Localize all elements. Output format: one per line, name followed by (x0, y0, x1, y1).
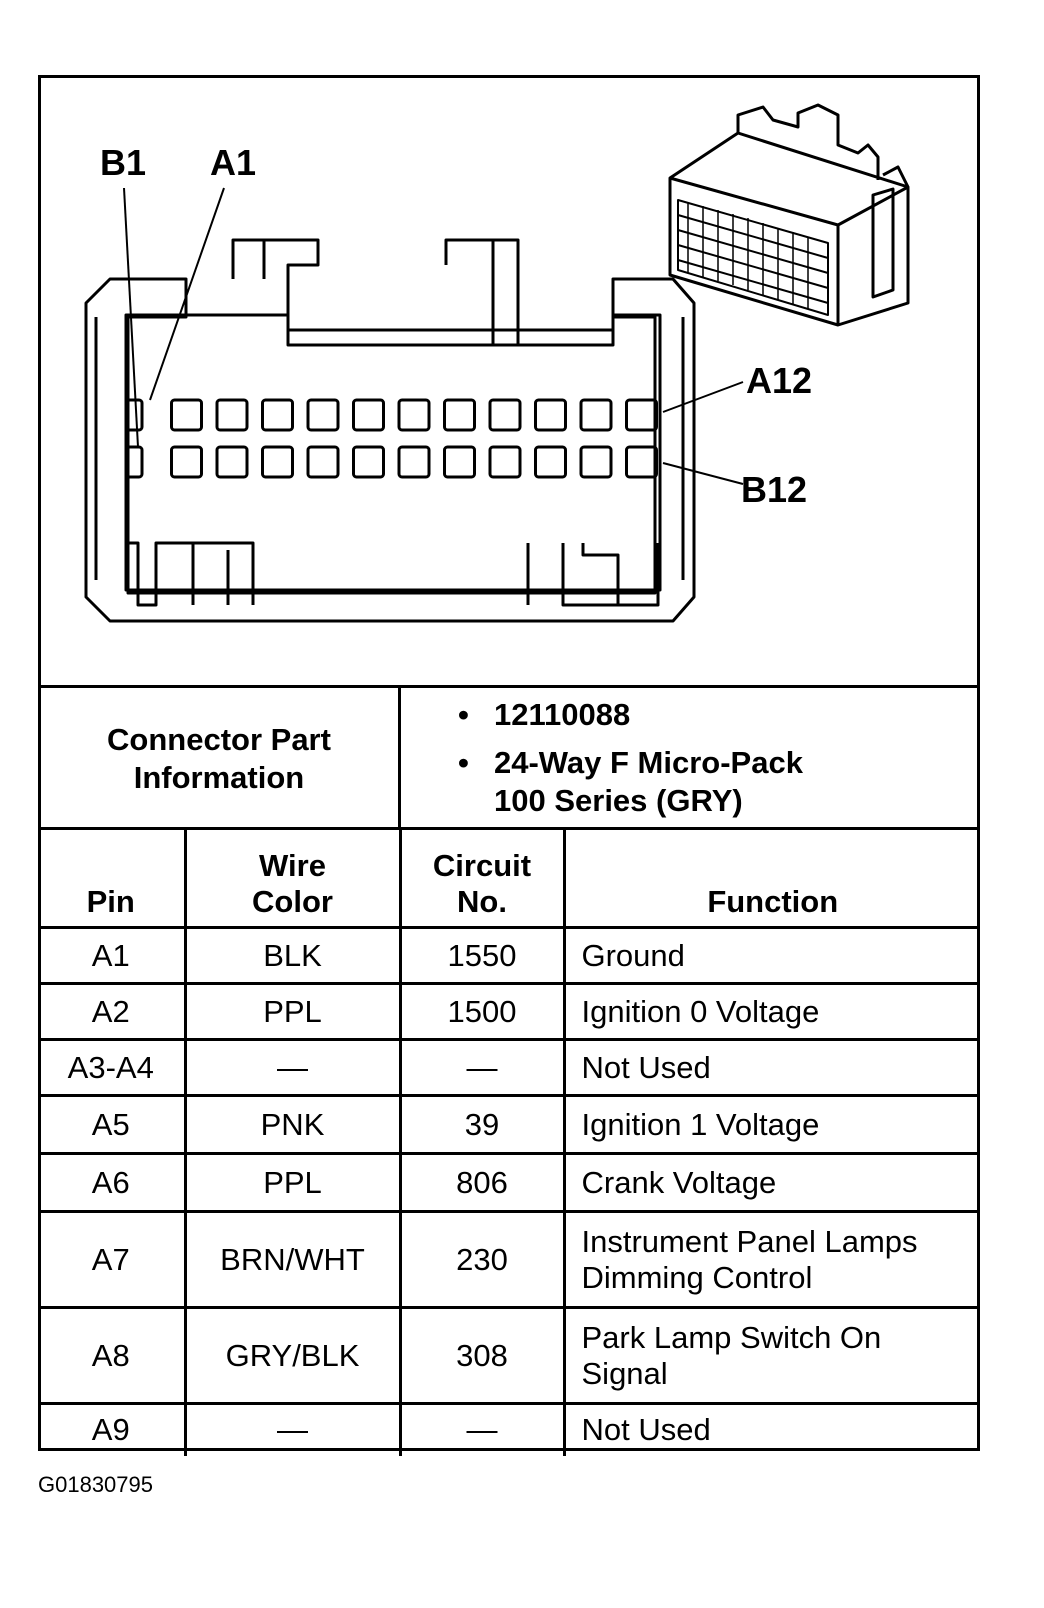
leader-b12 (663, 463, 743, 484)
pin-table (38, 827, 980, 1456)
cell-circuit: 806 (400, 1154, 564, 1212)
cell-wire: PNK (185, 1096, 400, 1154)
header-function: Function (564, 829, 980, 928)
label-a1: A1 (210, 142, 257, 183)
cavity-b7 (399, 447, 429, 477)
cell-wire: PPL (185, 1154, 400, 1212)
cell-function: Ignition 1 Voltage (564, 1096, 980, 1154)
cavity-a10 (536, 400, 566, 430)
cell-pin: A8 (38, 1308, 185, 1404)
cell-wire: PPL (185, 984, 400, 1040)
leader-a1 (150, 188, 224, 400)
header-pin: Pin (38, 829, 185, 928)
cavity-b12 (627, 447, 657, 477)
clip-right (528, 543, 658, 605)
cavity-a5 (308, 400, 338, 430)
cell-circuit: 39 (400, 1096, 564, 1154)
table-row (38, 1040, 980, 1096)
cavity-b4 (263, 447, 293, 477)
table-row (38, 1212, 980, 1308)
description-line1: • 24-Way F Micro-Pack (494, 745, 803, 780)
cavity-a4 (263, 400, 293, 430)
cell-function: Park Lamp Switch On Signal (564, 1308, 980, 1404)
cavity-b10 (536, 447, 566, 477)
cell-pin: A9 (38, 1404, 185, 1456)
clip-left (126, 543, 253, 605)
cavity-b8 (445, 447, 475, 477)
cavity-b2 (172, 447, 202, 477)
cell-circuit: — (400, 1404, 564, 1456)
cell-function: Instrument Panel Lamps Dimming Control (564, 1212, 980, 1308)
cell-circuit: — (400, 1040, 564, 1096)
connector-info-row (38, 685, 980, 830)
cell-pin: A6 (38, 1154, 185, 1212)
description-item (458, 744, 803, 820)
cell-wire: — (185, 1404, 400, 1456)
cavity-b5 (308, 447, 338, 477)
table-row (38, 1096, 980, 1154)
cavity-a8 (445, 400, 475, 430)
cell-pin: A7 (38, 1212, 185, 1308)
cell-pin: A3-A4 (38, 1040, 185, 1096)
table-header-row (38, 829, 980, 928)
connector-info-label (38, 688, 400, 830)
cavity-grid (126, 400, 657, 477)
label-b12: B12 (741, 469, 808, 510)
cell-function: Ignition 0 Voltage (564, 984, 980, 1040)
cell-pin: A2 (38, 984, 185, 1040)
table-row (38, 1154, 980, 1212)
cell-function: Ground (564, 928, 980, 984)
part-number: • 12110088 (494, 697, 631, 732)
connector-3d-illustration (670, 105, 908, 325)
connector-info-list (458, 696, 803, 830)
cavity-a2 (172, 400, 202, 430)
part-number-item (458, 696, 803, 734)
cavity-b11 (581, 447, 611, 477)
cell-circuit: 230 (400, 1212, 564, 1308)
connector-diagram (38, 75, 980, 687)
cavity-b3 (217, 447, 247, 477)
connector-info-label-line1: Connector Part (107, 722, 331, 757)
cell-function: Crank Voltage (564, 1154, 980, 1212)
cell-function: Not Used (564, 1040, 980, 1096)
header-wire-color: Wire Color (185, 829, 400, 928)
figure-id: G01830795 (38, 1472, 153, 1497)
cell-wire: — (185, 1040, 400, 1096)
cell-wire: BLK (185, 928, 400, 984)
cavity-a6 (354, 400, 384, 430)
cavity-a9 (490, 400, 520, 430)
header-circuit: Circuit No. (400, 829, 564, 928)
cell-circuit: 308 (400, 1308, 564, 1404)
table-row (38, 928, 980, 984)
cell-wire: GRY/BLK (185, 1308, 400, 1404)
table-row (38, 1404, 980, 1456)
table-row (38, 1308, 980, 1404)
cavity-b6 (354, 447, 384, 477)
cell-wire: BRN/WHT (185, 1212, 400, 1308)
label-b1: B1 (100, 142, 147, 183)
cell-circuit: 1550 (400, 928, 564, 984)
cell-circuit: 1500 (400, 984, 564, 1040)
cell-function: Not Used (564, 1404, 980, 1456)
cavity-a11 (581, 400, 611, 430)
cavity-a3 (217, 400, 247, 430)
cavity-a12 (627, 400, 657, 430)
label-a12: A12 (746, 360, 813, 401)
cavity-b9 (490, 447, 520, 477)
info-divider (398, 688, 401, 830)
cell-pin: A1 (38, 928, 185, 984)
description-line2: 100 Series (GRY) (494, 783, 743, 818)
table-row (38, 984, 980, 1040)
cavity-a7 (399, 400, 429, 430)
connector-info-label-line2: Information (133, 760, 305, 795)
leader-a12 (663, 382, 743, 412)
cell-pin: A5 (38, 1096, 185, 1154)
